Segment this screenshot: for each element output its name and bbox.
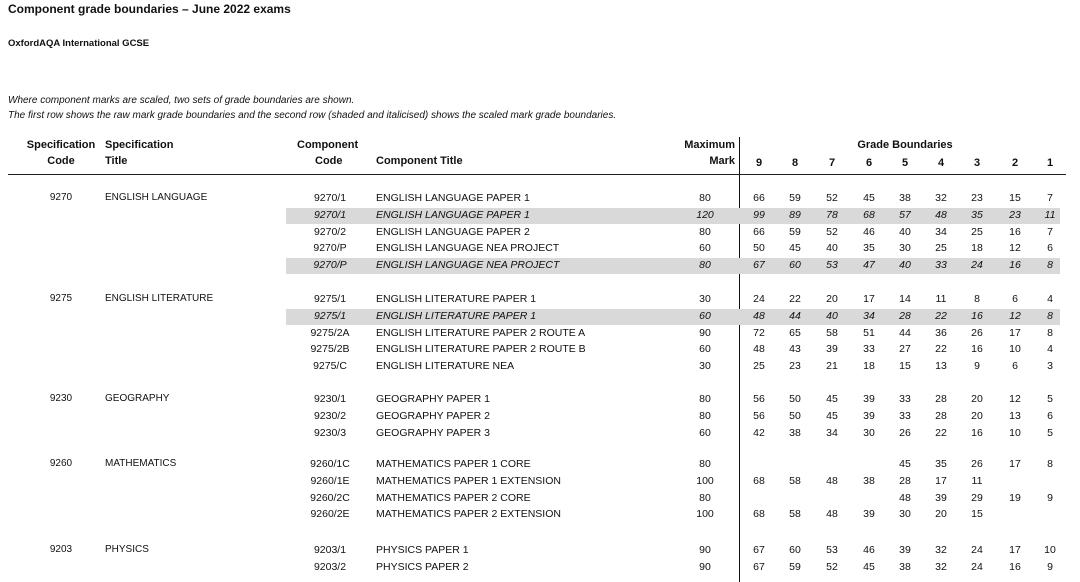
header-spec-code-1: Specification bbox=[26, 139, 96, 151]
grade-boundary-9: 50 bbox=[753, 242, 765, 255]
grade-boundary-3: 8 bbox=[974, 293, 980, 305]
component-title: ENGLISH LITERATURE PAPER 1 bbox=[376, 293, 537, 305]
grade-boundary-8: 23 bbox=[789, 360, 801, 373]
grade-boundary-9: 24 bbox=[753, 293, 765, 305]
grade-header-7: 7 bbox=[828, 157, 836, 169]
maximum-mark: 30 bbox=[699, 360, 711, 373]
grade-boundary-5: 30 bbox=[899, 508, 911, 521]
grade-boundary-4: 32 bbox=[935, 544, 947, 556]
grade-boundary-1: 5 bbox=[1047, 426, 1053, 439]
grade-boundary-1: 11 bbox=[1044, 208, 1056, 221]
grade-boundary-4: 39 bbox=[935, 491, 947, 504]
component-title: MATHEMATICS PAPER 2 EXTENSION bbox=[376, 508, 561, 521]
grade-boundary-3: 23 bbox=[971, 192, 983, 204]
grade-boundary-8: 43 bbox=[789, 343, 801, 356]
grade-boundary-7: 45 bbox=[826, 409, 838, 422]
grade-boundary-1: 9 bbox=[1047, 491, 1053, 504]
component-title: PHYSICS PAPER 1 bbox=[376, 544, 469, 556]
grade-boundary-2: 12 bbox=[1009, 242, 1021, 255]
grade-boundary-8: 50 bbox=[789, 409, 801, 422]
grade-header-6: 6 bbox=[865, 157, 873, 169]
component-title: ENGLISH LANGUAGE NEA PROJECT bbox=[376, 259, 560, 272]
component-title: ENGLISH LITERATURE PAPER 2 ROUTE B bbox=[376, 343, 586, 356]
grade-boundary-6: 45 bbox=[863, 560, 875, 573]
grade-boundary-8: 59 bbox=[789, 192, 801, 204]
component-code: 9203/1 bbox=[313, 544, 347, 556]
maximum-mark: 80 bbox=[699, 409, 711, 422]
grade-boundary-3: 26 bbox=[971, 326, 983, 339]
grade-boundary-8: 65 bbox=[789, 326, 801, 339]
grade-boundary-2: 16 bbox=[1009, 259, 1021, 272]
header-grade-boundaries: Grade Boundaries bbox=[857, 139, 953, 151]
grade-boundary-2: 13 bbox=[1009, 409, 1021, 422]
specification-code: 9203 bbox=[49, 544, 73, 555]
grade-header-2: 2 bbox=[1011, 157, 1019, 169]
grade-boundary-3: 18 bbox=[971, 242, 983, 255]
grade-boundary-8: 58 bbox=[789, 508, 801, 521]
grade-boundary-6: 46 bbox=[863, 544, 875, 556]
component-code: 9203/2 bbox=[313, 560, 347, 573]
header-spec-title-2: Title bbox=[105, 155, 128, 167]
grade-boundary-7: 40 bbox=[826, 242, 838, 255]
grade-boundary-4: 28 bbox=[935, 409, 947, 422]
grade-boundary-3: 20 bbox=[971, 409, 983, 422]
grade-boundary-5: 33 bbox=[899, 409, 911, 422]
grade-header-8: 8 bbox=[791, 157, 799, 169]
specification-title: GEOGRAPHY bbox=[105, 393, 170, 404]
component-code: 9275/2A bbox=[310, 326, 350, 339]
component-title: GEOGRAPHY PAPER 1 bbox=[376, 393, 490, 405]
component-code: 9230/1 bbox=[313, 393, 347, 405]
component-title: ENGLISH LITERATURE PAPER 1 bbox=[376, 309, 537, 322]
grade-boundary-5: 57 bbox=[899, 208, 911, 221]
component-title: PHYSICS PAPER 2 bbox=[376, 560, 469, 573]
grade-boundary-9: 48 bbox=[753, 343, 765, 356]
maximum-mark: 60 bbox=[699, 343, 711, 356]
component-code: 9270/P bbox=[313, 259, 347, 272]
component-title: MATHEMATICS PAPER 1 CORE bbox=[376, 458, 531, 470]
grade-boundary-8: 59 bbox=[789, 225, 801, 238]
grade-boundary-3: 24 bbox=[971, 544, 983, 556]
component-title: ENGLISH LANGUAGE PAPER 2 bbox=[376, 225, 530, 238]
grade-boundary-7: 21 bbox=[826, 360, 838, 373]
grade-boundary-4: 22 bbox=[935, 343, 947, 356]
grade-boundary-3: 16 bbox=[971, 343, 983, 356]
grade-boundary-2: 10 bbox=[1009, 343, 1021, 356]
grade-boundary-9: 67 bbox=[753, 544, 765, 556]
grade-boundary-8: 22 bbox=[789, 293, 801, 305]
component-code: 9260/1E bbox=[310, 474, 350, 487]
grade-boundary-6: 47 bbox=[863, 259, 875, 272]
maximum-mark: 90 bbox=[699, 326, 711, 339]
grade-boundary-7: 39 bbox=[826, 343, 838, 356]
page-subtitle: OxfordAQA International GCSE bbox=[8, 38, 150, 49]
grade-boundary-7: 52 bbox=[826, 225, 838, 238]
component-code: 9275/2B bbox=[310, 343, 350, 356]
grade-boundary-3: 20 bbox=[971, 393, 983, 405]
grade-boundary-9: 67 bbox=[753, 560, 765, 573]
maximum-mark: 90 bbox=[699, 544, 711, 556]
grade-boundary-4: 20 bbox=[935, 508, 947, 521]
grade-boundary-6: 45 bbox=[863, 192, 875, 204]
maximum-mark: 100 bbox=[696, 474, 714, 487]
component-title: ENGLISH LANGUAGE PAPER 1 bbox=[376, 192, 530, 204]
grade-boundary-5: 40 bbox=[899, 259, 911, 272]
header-max-mark-1: Maximum bbox=[684, 139, 735, 151]
grade-boundary-6: 34 bbox=[863, 309, 875, 322]
grade-boundary-7: 20 bbox=[826, 293, 838, 305]
component-code: 9270/1 bbox=[313, 192, 347, 204]
grade-boundary-2: 16 bbox=[1009, 225, 1021, 238]
grade-boundary-4: 28 bbox=[935, 393, 947, 405]
grade-boundary-5: 40 bbox=[899, 225, 911, 238]
grade-boundary-5: 33 bbox=[899, 393, 911, 405]
grade-boundary-5: 28 bbox=[899, 309, 911, 322]
component-code: 9275/1 bbox=[313, 309, 347, 322]
grade-boundary-7: 34 bbox=[826, 426, 838, 439]
grade-boundary-8: 58 bbox=[789, 474, 801, 487]
grade-boundary-5: 38 bbox=[899, 192, 911, 204]
grade-boundary-3: 15 bbox=[971, 508, 983, 521]
maximum-mark: 60 bbox=[699, 242, 711, 255]
grade-boundary-2: 19 bbox=[1009, 491, 1021, 504]
grade-boundary-8: 89 bbox=[789, 208, 801, 221]
grade-boundary-2: 15 bbox=[1009, 192, 1021, 204]
component-code: 9275/1 bbox=[313, 293, 347, 305]
grade-boundary-1: 5 bbox=[1047, 393, 1053, 405]
grade-boundary-2: 23 bbox=[1009, 208, 1021, 221]
grade-boundary-3: 26 bbox=[971, 458, 983, 470]
header-max-mark-2: Mark bbox=[709, 155, 735, 167]
grade-boundary-7: 53 bbox=[826, 259, 838, 272]
grade-boundary-5: 28 bbox=[899, 474, 911, 487]
grade-boundary-8: 59 bbox=[789, 560, 801, 573]
grade-boundary-9: 25 bbox=[753, 360, 765, 373]
grade-boundary-3: 16 bbox=[971, 426, 983, 439]
grade-boundary-3: 35 bbox=[971, 208, 983, 221]
specification-code: 9230 bbox=[49, 393, 73, 404]
grade-boundary-9: 66 bbox=[753, 225, 765, 238]
header-spec-title-1: Specification bbox=[105, 139, 174, 151]
grade-header-9: 9 bbox=[755, 157, 763, 169]
grade-boundary-6: 35 bbox=[863, 242, 875, 255]
grade-boundary-4: 17 bbox=[935, 474, 947, 487]
header-component-code-1: Component bbox=[297, 139, 359, 151]
specification-code: 9260 bbox=[49, 458, 73, 469]
grade-boundary-8: 45 bbox=[789, 242, 801, 255]
specification-code: 9275 bbox=[49, 293, 73, 304]
grade-boundary-9: 68 bbox=[753, 508, 765, 521]
grade-boundary-4: 35 bbox=[935, 458, 947, 470]
specification-title: MATHEMATICS bbox=[105, 458, 177, 469]
grade-boundary-1: 6 bbox=[1047, 242, 1053, 255]
specification-title: PHYSICS bbox=[105, 544, 149, 555]
maximum-mark: 60 bbox=[699, 426, 711, 439]
grade-boundary-6: 39 bbox=[863, 393, 875, 405]
grade-boundary-6: 51 bbox=[863, 326, 875, 339]
grade-boundary-1: 7 bbox=[1047, 225, 1053, 238]
grade-boundary-8: 38 bbox=[789, 426, 801, 439]
grade-boundary-5: 48 bbox=[899, 491, 911, 504]
component-title: MATHEMATICS PAPER 1 EXTENSION bbox=[376, 474, 561, 487]
grade-boundary-3: 24 bbox=[971, 560, 983, 573]
grade-boundary-4: 22 bbox=[935, 309, 947, 322]
component-code: 9260/2E bbox=[310, 508, 350, 521]
grade-boundary-6: 18 bbox=[863, 360, 875, 373]
grade-boundary-4: 36 bbox=[935, 326, 947, 339]
grade-boundary-4: 34 bbox=[935, 225, 947, 238]
grade-boundary-8: 60 bbox=[789, 544, 801, 556]
grade-boundary-9: 42 bbox=[753, 426, 765, 439]
grade-boundary-4: 32 bbox=[935, 560, 947, 573]
grade-boundary-7: 45 bbox=[826, 393, 838, 405]
grade-boundary-2: 17 bbox=[1009, 458, 1021, 470]
grade-boundary-7: 40 bbox=[826, 309, 838, 322]
component-code: 9270/P bbox=[313, 242, 347, 255]
grade-boundary-5: 30 bbox=[899, 242, 911, 255]
grade-boundary-1: 8 bbox=[1047, 458, 1053, 470]
header-component-code-2: Code bbox=[315, 155, 343, 167]
grade-boundary-4: 25 bbox=[935, 242, 947, 255]
specification-title: ENGLISH LITERATURE bbox=[105, 293, 214, 304]
component-code: 9230/2 bbox=[313, 409, 347, 422]
grade-boundary-2: 17 bbox=[1009, 326, 1021, 339]
maximum-mark: 30 bbox=[699, 293, 711, 305]
grade-boundary-9: 67 bbox=[753, 259, 765, 272]
maximum-mark: 80 bbox=[699, 225, 711, 238]
grade-boundary-2: 10 bbox=[1009, 426, 1021, 439]
grade-boundary-6: 33 bbox=[863, 343, 875, 356]
grade-boundary-5: 38 bbox=[899, 560, 911, 573]
grade-boundary-2: 17 bbox=[1009, 544, 1021, 556]
grade-boundary-4: 22 bbox=[935, 426, 947, 439]
grade-boundary-1: 8 bbox=[1047, 326, 1053, 339]
grade-boundary-7: 58 bbox=[826, 326, 838, 339]
maximum-mark: 80 bbox=[699, 192, 711, 204]
scaling-note-1: Where component marks are scaled, two sets of grade boundaries are shown. bbox=[8, 95, 355, 106]
grade-boundary-6: 38 bbox=[863, 474, 875, 487]
grade-boundary-6: 68 bbox=[863, 208, 875, 221]
maximum-mark: 60 bbox=[699, 309, 711, 322]
grade-header-3: 3 bbox=[973, 157, 981, 169]
grade-boundary-5: 26 bbox=[899, 426, 911, 439]
grade-boundary-6: 39 bbox=[863, 409, 875, 422]
grade-boundary-9: 72 bbox=[753, 326, 765, 339]
grade-boundary-3: 9 bbox=[974, 360, 980, 373]
component-code: 9230/3 bbox=[313, 426, 347, 439]
grade-header-1: 1 bbox=[1046, 157, 1054, 169]
grade-boundary-1: 10 bbox=[1044, 544, 1056, 556]
grade-boundary-1: 4 bbox=[1047, 343, 1053, 356]
grade-boundary-7: 52 bbox=[826, 192, 838, 204]
grade-boundary-4: 33 bbox=[935, 259, 947, 272]
grade-boundary-5: 14 bbox=[899, 293, 911, 305]
maximum-mark: 80 bbox=[699, 458, 711, 470]
maximum-mark: 80 bbox=[699, 393, 711, 405]
grade-boundary-8: 60 bbox=[789, 259, 801, 272]
grade-boundary-9: 99 bbox=[753, 208, 765, 221]
specification-code: 9270 bbox=[49, 192, 73, 203]
grade-boundary-6: 46 bbox=[863, 225, 875, 238]
scaling-note-2: The first row shows the raw mark grade boundaries and the second row (shaded and italicised) shows the scaled mark grade boundaries. bbox=[8, 110, 617, 121]
specification-title: ENGLISH LANGUAGE bbox=[105, 192, 208, 203]
grade-boundary-5: 27 bbox=[899, 343, 911, 356]
grade-boundary-7: 52 bbox=[826, 560, 838, 573]
grade-boundary-5: 44 bbox=[899, 326, 911, 339]
grade-boundary-2: 6 bbox=[1012, 293, 1018, 305]
component-code: 9260/1C bbox=[310, 458, 350, 470]
grade-boundary-3: 16 bbox=[971, 309, 983, 322]
grade-boundary-9: 56 bbox=[753, 409, 765, 422]
grade-boundary-1: 6 bbox=[1047, 409, 1053, 422]
component-code: 9270/1 bbox=[313, 208, 347, 221]
component-code: 9275/C bbox=[313, 360, 347, 373]
grade-boundary-5: 45 bbox=[899, 458, 911, 470]
grade-boundary-4: 11 bbox=[935, 293, 947, 305]
grade-header-5: 5 bbox=[901, 157, 909, 169]
grade-boundary-2: 6 bbox=[1012, 360, 1018, 373]
grade-boundary-4: 48 bbox=[935, 208, 947, 221]
header-spec-code-2: Code bbox=[47, 155, 75, 167]
grade-boundary-7: 53 bbox=[826, 544, 838, 556]
grade-boundary-1: 8 bbox=[1047, 309, 1053, 322]
grade-boundary-8: 50 bbox=[789, 393, 801, 405]
grade-boundary-2: 16 bbox=[1009, 560, 1021, 573]
maximum-mark: 120 bbox=[696, 208, 714, 221]
maximum-mark: 80 bbox=[699, 259, 711, 272]
header-divider bbox=[8, 174, 1066, 175]
grade-boundary-4: 32 bbox=[935, 192, 947, 204]
grade-boundary-1: 9 bbox=[1047, 560, 1053, 573]
grade-boundary-7: 48 bbox=[826, 474, 838, 487]
grade-boundary-4: 13 bbox=[935, 360, 947, 373]
grade-boundary-9: 66 bbox=[753, 192, 765, 204]
grade-boundary-6: 30 bbox=[863, 426, 875, 439]
grade-boundary-6: 17 bbox=[863, 293, 875, 305]
component-title: ENGLISH LANGUAGE NEA PROJECT bbox=[376, 242, 560, 255]
header-component-title: Component Title bbox=[376, 155, 463, 167]
grade-boundary-7: 48 bbox=[826, 508, 838, 521]
grade-boundary-1: 7 bbox=[1047, 192, 1053, 204]
grade-boundary-3: 24 bbox=[971, 259, 983, 272]
component-title: ENGLISH LANGUAGE PAPER 1 bbox=[376, 208, 530, 221]
grade-boundary-3: 29 bbox=[971, 491, 983, 504]
grade-boundary-2: 12 bbox=[1009, 393, 1021, 405]
component-title: MATHEMATICS PAPER 2 CORE bbox=[376, 491, 531, 504]
component-title: ENGLISH LITERATURE NEA bbox=[376, 360, 515, 373]
component-title: GEOGRAPHY PAPER 3 bbox=[376, 426, 490, 439]
grade-boundary-2: 12 bbox=[1009, 309, 1021, 322]
maximum-mark: 90 bbox=[699, 560, 711, 573]
grade-boundary-5: 39 bbox=[899, 544, 911, 556]
grade-boundary-6: 39 bbox=[863, 508, 875, 521]
component-title: GEOGRAPHY PAPER 2 bbox=[376, 409, 490, 422]
page-title: Component grade boundaries – June 2022 exams bbox=[8, 2, 291, 16]
grade-boundary-1: 4 bbox=[1047, 293, 1053, 305]
maximum-mark: 100 bbox=[696, 508, 714, 521]
grade-boundary-9: 56 bbox=[753, 393, 765, 405]
component-code: 9260/2C bbox=[310, 491, 350, 504]
grade-boundary-5: 15 bbox=[899, 360, 911, 373]
grade-boundary-1: 3 bbox=[1047, 360, 1053, 373]
grade-boundary-3: 25 bbox=[971, 225, 983, 238]
component-title: ENGLISH LITERATURE PAPER 2 ROUTE A bbox=[376, 326, 586, 339]
maximum-mark: 80 bbox=[699, 491, 711, 504]
grade-boundary-1: 8 bbox=[1047, 259, 1053, 272]
grade-boundary-3: 11 bbox=[971, 474, 983, 487]
grade-boundary-8: 44 bbox=[789, 309, 801, 322]
component-code: 9270/2 bbox=[313, 225, 347, 238]
grade-boundary-9: 48 bbox=[753, 309, 765, 322]
grade-boundary-7: 78 bbox=[826, 208, 838, 221]
grade-header-4: 4 bbox=[937, 157, 945, 169]
grade-boundary-9: 68 bbox=[753, 474, 765, 487]
